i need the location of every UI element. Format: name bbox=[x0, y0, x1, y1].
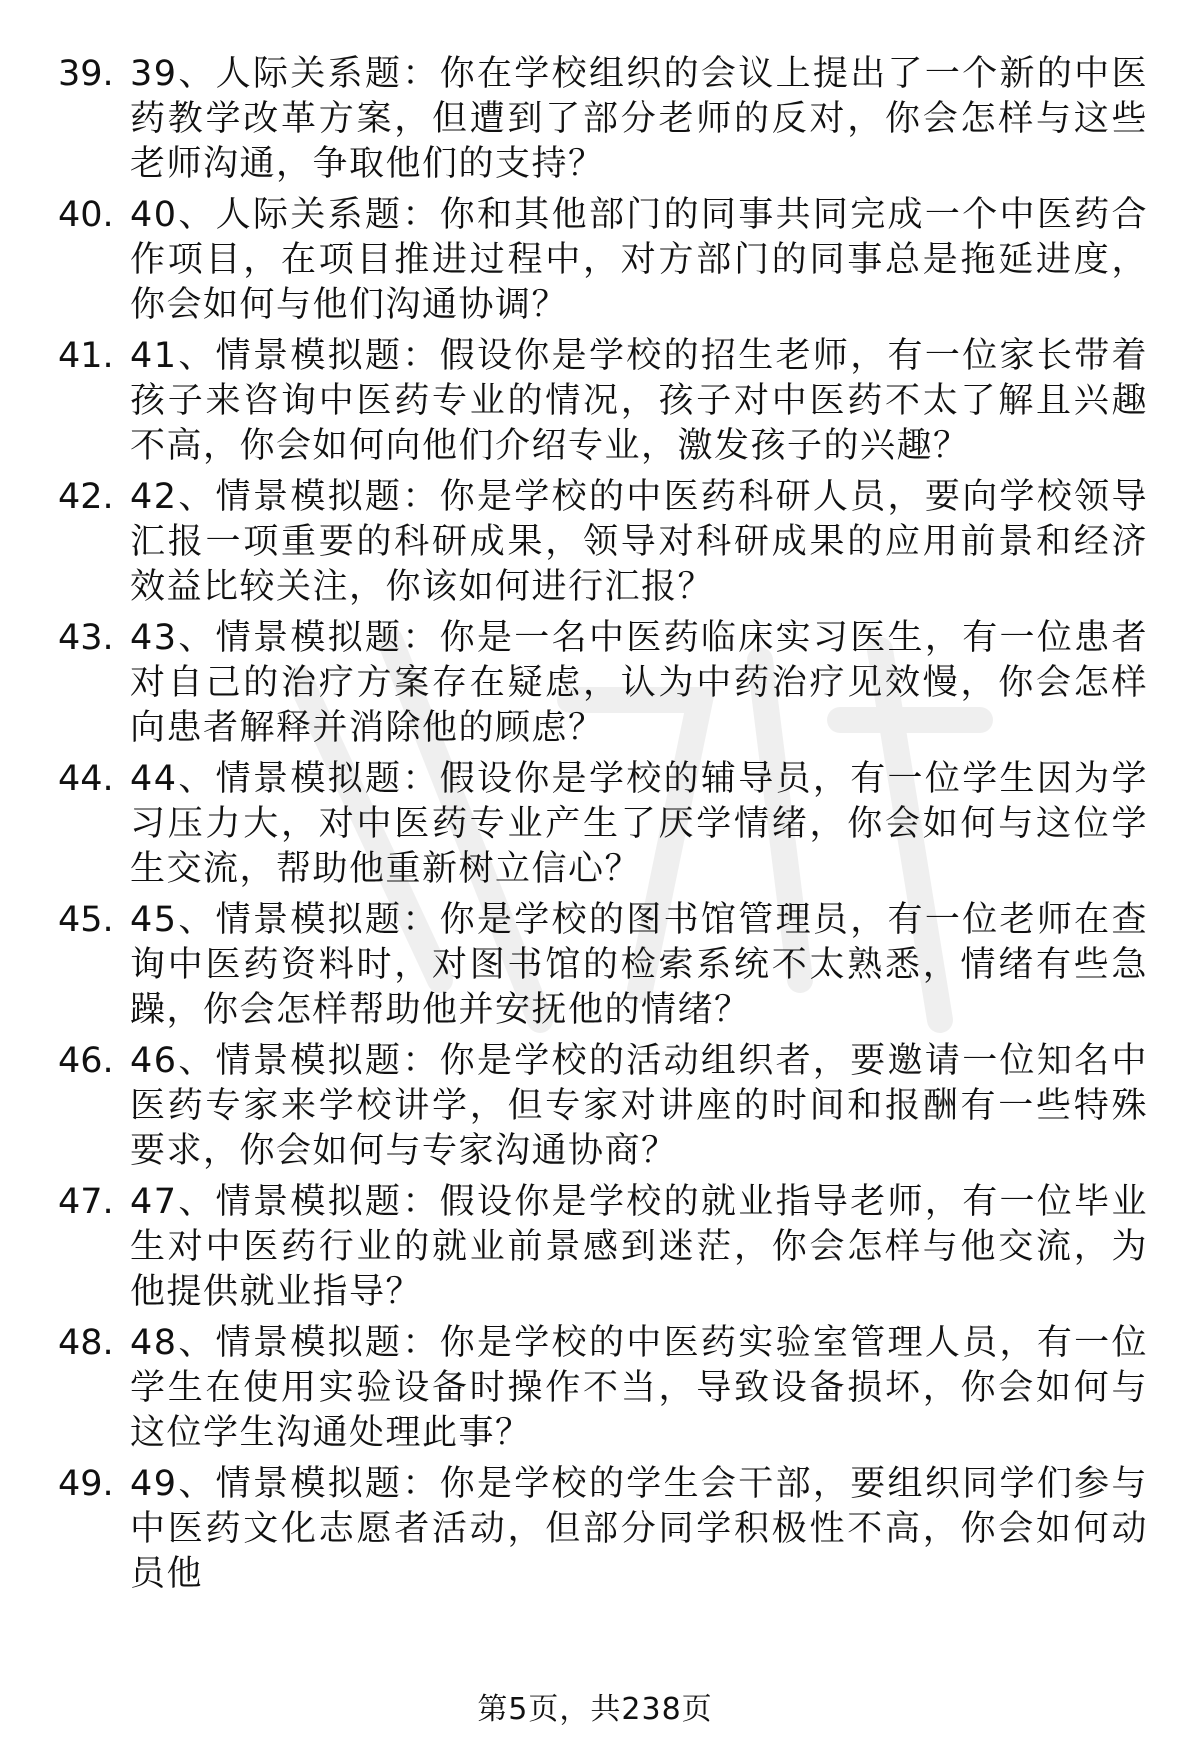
question-number: 44. bbox=[58, 759, 114, 799]
question-text: 43、情景模拟题：你是一名中医药临床实习医生，有一位患者对自己的治疗方案存在疑虑，认为中药治疗见效慢，你会怎样向患者解释并消除他的顾虑？ bbox=[130, 618, 1148, 748]
question-text: 48、情景模拟题：你是学校的中医药实验室管理人员，有一位学生在使用实验设备时操作不当，导致设备损坏，你会如何与这位学生沟通处理此事？ bbox=[130, 1323, 1148, 1453]
question-item bbox=[58, 52, 1158, 187]
question-number: 40. bbox=[58, 195, 114, 235]
question-number: 45. bbox=[58, 900, 114, 940]
question-text: 45、情景模拟题：你是学校的图书馆管理员，有一位老师在查询中医药资料时，对图书馆的检索系统不太熟悉，情绪有些急躁，你会怎样帮助他并安抚他的情绪？ bbox=[130, 900, 1148, 1030]
question-number: 49. bbox=[58, 1464, 114, 1504]
question-item bbox=[58, 1321, 1158, 1456]
question-number: 39. bbox=[58, 54, 114, 94]
question-number: 47. bbox=[58, 1182, 114, 1222]
question-item bbox=[58, 616, 1158, 751]
question-number: 42. bbox=[58, 477, 114, 517]
question-item bbox=[58, 898, 1158, 1033]
page-footer bbox=[0, 1690, 1190, 1730]
question-text: 42、情景模拟题：你是学校的中医药科研人员，要向学校领导汇报一项重要的科研成果，领导对科研成果的应用前景和经济效益比较关注，你该如何进行汇报？ bbox=[130, 477, 1148, 607]
question-number: 41. bbox=[58, 336, 114, 376]
question-number: 46. bbox=[58, 1041, 114, 1081]
question-number: 43. bbox=[58, 618, 114, 658]
question-item bbox=[58, 475, 1158, 610]
question-item bbox=[58, 1039, 1158, 1174]
question-text: 46、情景模拟题：你是学校的活动组织者，要邀请一位知名中医药专家来学校讲学，但专家对讲座的时间和报酬有一些特殊要求，你会如何与专家沟通协商？ bbox=[130, 1041, 1148, 1171]
question-text: 49、情景模拟题：你是学校的学生会干部，要组织同学们参与中医药文化志愿者活动，但部分同学积极性不高，你会如何动员他 bbox=[130, 1464, 1148, 1594]
question-list bbox=[58, 52, 1158, 1603]
question-text: 47、情景模拟题：假设你是学校的就业指导老师，有一位毕业生对中医药行业的就业前景感到迷茫，你会怎样与他交流，为他提供就业指导？ bbox=[130, 1182, 1148, 1312]
question-item bbox=[58, 1462, 1158, 1597]
question-text: 44、情景模拟题：假设你是学校的辅导员，有一位学生因为学习压力大，对中医药专业产生了厌学情绪，你会如何与这位学生交流，帮助他重新树立信心？ bbox=[130, 759, 1148, 889]
question-item bbox=[58, 1180, 1158, 1315]
question-text: 41、情景模拟题：假设你是学校的招生老师，有一位家长带着孩子来咨询中医药专业的情况，孩子对中医药不太了解且兴趣不高，你会如何向他们介绍专业，激发孩子的兴趣？ bbox=[130, 336, 1148, 466]
question-text: 40、人际关系题：你和其他部门的同事共同完成一个中医药合作项目，在项目推进过程中，对方部门的同事总是拖延进度，你会如何与他们沟通协调？ bbox=[130, 195, 1148, 325]
question-item bbox=[58, 334, 1158, 469]
question-text: 39、人际关系题：你在学校组织的会议上提出了一个新的中医药教学改革方案，但遭到了部分老师的反对，你会怎样与这些老师沟通，争取他们的支持？ bbox=[130, 54, 1148, 184]
question-item bbox=[58, 193, 1158, 328]
question-item bbox=[58, 757, 1158, 892]
question-number: 48. bbox=[58, 1323, 114, 1363]
page-number-label: 第5页，共238页 bbox=[477, 1692, 713, 1727]
